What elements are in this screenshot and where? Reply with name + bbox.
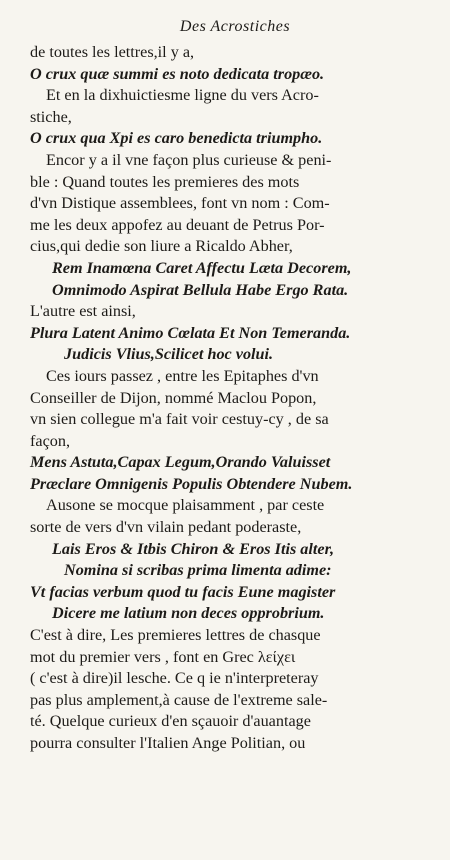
verse-line: Rem Inamœna Caret Affectu Læta Decorem, bbox=[52, 258, 352, 277]
verse-line: Præclare Omnigenis Populis Obtendere Nubem. bbox=[30, 474, 353, 493]
text-line: L'autre est ainsi, bbox=[30, 302, 136, 321]
verse-line: Dicere me latium non deces opprobrium. bbox=[52, 604, 325, 623]
text-line: Encor y a il vne façon plus curieuse & peni- bbox=[46, 150, 332, 169]
verse-line: Plura Latent Animo Cœlata Et Non Temeranda. bbox=[30, 323, 351, 342]
verse-line: O crux qua Xpi es caro benedicta triumpho. bbox=[30, 129, 323, 148]
text-line: cius,qui dedie son liure a Ricaldo Abher, bbox=[30, 237, 293, 256]
verse-line: Omnimodo Aspirat Bellula Habe Ergo Rata. bbox=[52, 280, 349, 299]
text-line: Et en la dixhuictiesme ligne du vers Acro- bbox=[46, 86, 319, 105]
verse-line: Lais Eros & Itbis Chiron & Eros Itis alter, bbox=[52, 539, 335, 558]
text-line: ble : Quand toutes les premieres des mots bbox=[30, 172, 300, 191]
body-text bbox=[30, 42, 440, 755]
text-line: Ces iours passez , entre les Epitaphes d'vn bbox=[46, 366, 319, 385]
text-line: stiche, bbox=[30, 107, 72, 126]
verse-line: O crux quæ summi es noto dedicata tropæo. bbox=[30, 64, 325, 83]
text-line: vn sien collegue m'a fait voir cestuy-cy , de sa bbox=[30, 410, 329, 429]
text-line: mot du premier vers , font en Grec λείχει bbox=[30, 647, 296, 666]
text-line: Conseiller de Dijon, nommé Maclou Popon, bbox=[30, 388, 317, 407]
running-header: Des Acrostiches bbox=[179, 18, 291, 35]
text-line: C'est à dire, Les premieres lettres de chasque bbox=[30, 626, 321, 645]
text-line: ( c'est à dire)il lesche. Ce q ie n'interpreteray bbox=[30, 669, 319, 688]
text-line: pas plus amplement,à cause de l'extreme sale- bbox=[30, 690, 328, 709]
text-line: de toutes les lettres,il y a, bbox=[30, 43, 195, 61]
text-line: d'vn Distique assemblees, font vn nom : Com- bbox=[30, 194, 330, 213]
text-line: façon, bbox=[30, 431, 70, 450]
verse-line: Judicis Vlius,Scilicet hoc volui. bbox=[64, 345, 274, 364]
text-line: Ausone se mocque plaisamment , par ceste bbox=[46, 496, 325, 515]
text-line: pourra consulter l'Italien Ange Politian, ou bbox=[30, 734, 306, 752]
text-line: té. Quelque curieux d'en sçauoir d'auantage bbox=[30, 712, 311, 731]
verse-line: Vt facias verbum quod tu facis Eune magister bbox=[30, 582, 336, 601]
text-line: sorte de vers d'vn vilain pedant poderaste, bbox=[30, 518, 302, 537]
verse-line: Mens Astuta,Capax Legum,Orando Valuisset bbox=[30, 453, 331, 472]
text-line: me les deux appofez au deuant de Petrus Por- bbox=[30, 215, 325, 234]
verse-line: Nomina si scribas prima limenta adime: bbox=[64, 561, 332, 580]
